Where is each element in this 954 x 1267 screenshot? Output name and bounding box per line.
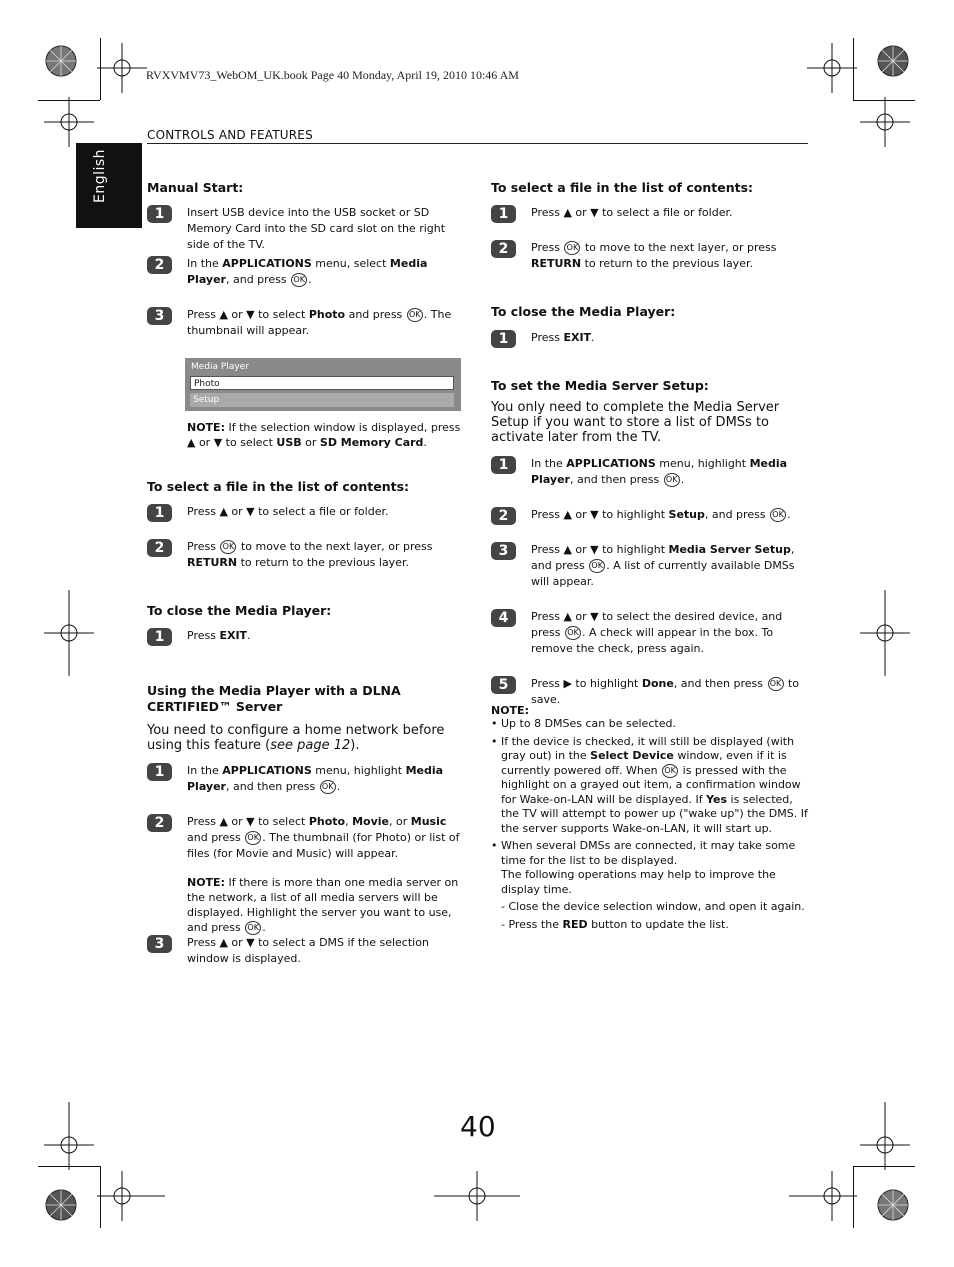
step-number: 1 bbox=[491, 456, 516, 474]
list-item: - Close the device selection window, and open it again. bbox=[501, 900, 805, 913]
ok-button-icon: OK bbox=[664, 473, 680, 487]
manual-start-heading: Manual Start: bbox=[147, 180, 244, 195]
crosshair-icon bbox=[860, 590, 910, 676]
list-item: • If the device is checked, it will still be displayed (with gray out) in the Select Device window, even if it is currently powered off. When OK is pressed with the highlight on a grayed out item, a confirmation window for Wake-on-LAN will be displayed. If Yes is selected, the TV will attempt to power up ("wake up") the DMS. If the server supports Wake-on-LAN, it will start up. bbox=[491, 735, 811, 837]
crosshair-icon bbox=[860, 97, 910, 147]
language-tab bbox=[76, 143, 142, 228]
list-item: • When several DMSs are connected, it may take some time for the list to be displayed. The following operations may help to improve the display time. bbox=[491, 839, 811, 897]
step-number: 4 bbox=[491, 609, 516, 627]
menu-item-photo: Photo bbox=[190, 376, 454, 390]
ok-button-icon: OK bbox=[770, 508, 786, 522]
step-number: 2 bbox=[147, 539, 172, 557]
close-player-heading: To close the Media Player: bbox=[147, 603, 332, 618]
list-item: • Up to 8 DMSes can be selected. bbox=[491, 717, 811, 732]
crosshair-icon bbox=[97, 1171, 165, 1221]
crosshair-icon bbox=[97, 43, 147, 93]
server-setup-intro: You only need to complete the Media Server Setup if you want to store a list of DMSs to activate later from the TV. bbox=[491, 400, 780, 445]
ok-button-icon: OK bbox=[320, 780, 336, 794]
step-text: In the APPLICATIONS menu, highlight Media Player, and then press OK . bbox=[531, 457, 788, 486]
ok-button-icon: OK bbox=[565, 626, 581, 640]
step-text: Press ▲ or ▼ to select Photo, Movie, or Music and press OK . The thumbnail (for Photo) or list of files (for Movie and Music) will appear. bbox=[187, 815, 460, 860]
server-setup-heading: To set the Media Server Setup: bbox=[491, 378, 709, 393]
note-media-servers: NOTE: If there is more than one media server on the network, a list of all media servers will be displayed. Highlight the server you want to use, and press OK . bbox=[187, 876, 459, 934]
step-text: Press OK to move to the next layer, or press RETURN to return to the previous layer. bbox=[187, 540, 433, 569]
step-text: Insert USB device into the USB socket or SD Memory Card into the SD card slot on the right side of the TV. bbox=[187, 206, 446, 251]
step-text: Press ▲ or ▼ to select a file or folder. bbox=[187, 505, 389, 518]
ok-button-icon: OK bbox=[245, 831, 261, 845]
step-text: Press ▲ or ▼ to select Photo and press OK . The thumbnail will appear. bbox=[187, 308, 452, 337]
close-player-heading-right: To close the Media Player: bbox=[491, 304, 676, 319]
crosshair-icon bbox=[789, 1171, 857, 1221]
ok-button-icon: OK bbox=[407, 308, 423, 322]
note-label: NOTE: bbox=[491, 704, 529, 717]
ok-button-icon: OK bbox=[589, 559, 605, 573]
page-number: 40 bbox=[460, 1110, 496, 1143]
section-title: CONTROLS AND FEATURES bbox=[147, 128, 313, 142]
step-text: Press ▲ or ▼ to highlight Setup, and press OK . bbox=[531, 508, 791, 521]
step-number: 1 bbox=[147, 763, 172, 781]
step-number: 2 bbox=[491, 240, 516, 258]
step-text: Press ▶ to highlight Done, and then press OK to save. bbox=[531, 677, 800, 706]
step-text: Press OK to move to the next layer, or press RETURN to return to the previous layer. bbox=[531, 241, 777, 270]
menu-item-setup: Setup bbox=[190, 393, 454, 407]
step-number: 5 bbox=[491, 676, 516, 694]
header-divider bbox=[147, 143, 808, 144]
step-number: 1 bbox=[147, 504, 172, 522]
step-number: 1 bbox=[147, 628, 172, 646]
step-text: In the APPLICATIONS menu, select Media Player, and press OK . bbox=[187, 257, 428, 286]
ok-button-icon: OK bbox=[564, 241, 580, 255]
language-label: English bbox=[92, 148, 108, 203]
ok-button-icon: OK bbox=[662, 764, 678, 778]
crosshair-icon bbox=[44, 1102, 94, 1170]
crosshair-icon bbox=[44, 97, 94, 147]
step-number: 1 bbox=[147, 205, 172, 223]
list-item: - Press the RED button to update the list. bbox=[501, 917, 729, 931]
step-text: Press ▲ or ▼ to highlight Media Server Setup, and press OK . A list of currently available DMSs will appear. bbox=[531, 543, 795, 588]
select-file-heading-right: To select a file in the list of contents: bbox=[491, 180, 754, 195]
step-number: 3 bbox=[147, 935, 172, 953]
step-text: Press ▲ or ▼ to select a file or folder. bbox=[531, 206, 733, 219]
crosshair-icon bbox=[434, 1171, 520, 1221]
book-info: RVXVMV73_WebOM_UK.book Page 40 Monday, April 19, 2010 10:46 AM bbox=[146, 68, 519, 82]
note-list bbox=[491, 717, 811, 935]
step-text: In the APPLICATIONS menu, highlight Media Player, and then press OK . bbox=[187, 764, 444, 793]
ok-button-icon: OK bbox=[220, 540, 236, 554]
ok-button-icon: OK bbox=[291, 273, 307, 287]
crosshair-icon bbox=[807, 43, 857, 93]
step-number: 3 bbox=[147, 307, 172, 325]
step-text: Press ▲ or ▼ to select the desired device, and press OK . A check will appear in the box. To remove the check, press again. bbox=[531, 610, 783, 655]
dlna-intro: You need to configure a home network before using this feature (see page 12). bbox=[147, 723, 445, 753]
step-number: 1 bbox=[491, 330, 516, 348]
select-file-heading: To select a file in the list of contents: bbox=[147, 479, 410, 494]
step-number: 2 bbox=[491, 507, 516, 525]
note-selection-window: NOTE: If the selection window is displayed, press ▲ or ▼ to select USB or SD Memory Card. bbox=[187, 421, 461, 449]
ok-button-icon: OK bbox=[768, 677, 784, 691]
step-number: 3 bbox=[491, 542, 516, 560]
step-text: Press EXIT. bbox=[531, 331, 595, 344]
step-number: 2 bbox=[147, 814, 172, 832]
media-player-menu bbox=[185, 358, 461, 411]
ok-button-icon: OK bbox=[245, 921, 261, 935]
step-text: Press ▲ or ▼ to select a DMS if the selection window is displayed. bbox=[187, 936, 429, 965]
step-number: 1 bbox=[491, 205, 516, 223]
step-text: Press EXIT. bbox=[187, 629, 251, 642]
step-number: 2 bbox=[147, 256, 172, 274]
crosshair-icon bbox=[44, 590, 94, 676]
menu-title: Media Player bbox=[191, 362, 249, 372]
crosshair-icon bbox=[860, 1102, 910, 1170]
dlna-heading: Using the Media Player with a DLNA CERTIFIED™ Server bbox=[147, 683, 401, 714]
